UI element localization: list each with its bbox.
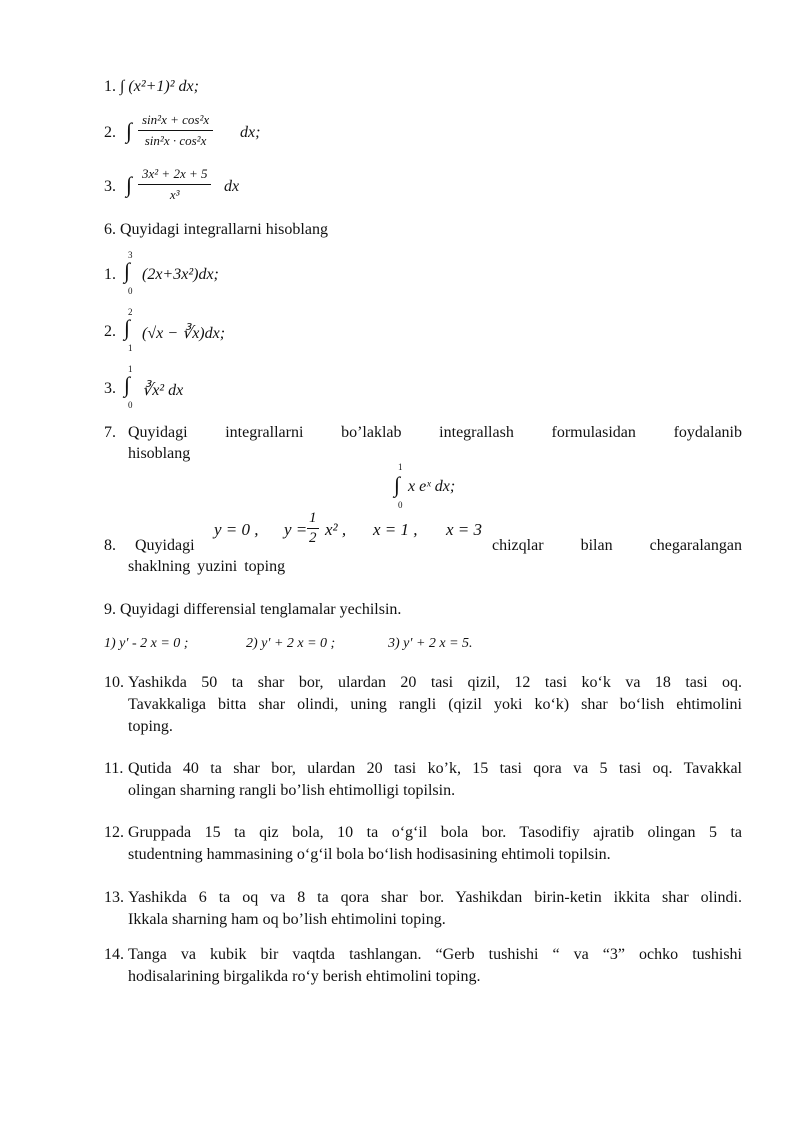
s6-item-1: [104, 250, 404, 296]
equation-x1: x = 1 ,: [373, 520, 418, 539]
fraction: [138, 112, 213, 149]
section-6-heading: 6. Quyidagi integrallarni hisoblang: [104, 221, 328, 238]
integrand: ∛x² dx: [142, 382, 184, 399]
s7-integral: [394, 462, 514, 510]
integrand: (√x − ∛x)dx;: [142, 325, 226, 342]
problem-13-line-1: Yashikda 6 ta oq va 8 ta qora shar bor. Yashikdan birin-ketin ikkita shar olindi.: [128, 889, 742, 906]
upper-limit: 1: [128, 364, 133, 374]
problem-11-line-2: olingan sharning rangli bo’lish ehtimolligi topilsin.: [128, 782, 456, 799]
fraction-denominator: 2: [309, 530, 317, 546]
integral-sign: ∫: [124, 315, 131, 340]
differential: dx: [224, 178, 240, 195]
integrand: (2x+3x²)dx;: [142, 266, 219, 283]
item-number: 12.: [104, 824, 124, 841]
differential: dx;: [240, 124, 261, 141]
de-equation-1: 1) y′ - 2 x = 0 ;: [104, 636, 189, 651]
fraction: [138, 166, 211, 203]
integral-expression: ∫ (x²+1)² dx;: [120, 78, 199, 95]
problem-12-line-2: studentning hammasining o‘g‘il bola bo‘lish hodisasining ehtimoli topilsin.: [128, 846, 611, 863]
item-number: 2.: [104, 124, 116, 141]
fraction-numerator: sin²x + cos²x: [138, 112, 213, 131]
upper-limit: 2: [128, 307, 133, 317]
section-7-line-2: hisoblang: [128, 445, 191, 462]
integral-sign: ∫: [126, 172, 133, 197]
lower-limit: 0: [398, 500, 403, 510]
lower-limit: 0: [128, 286, 133, 296]
integral-sign: ∫: [124, 258, 131, 283]
item-number: 2.: [104, 323, 116, 340]
item-number: 10.: [104, 674, 124, 691]
section-8-tail: chizqlar bilan chegaralangan: [492, 537, 742, 554]
equation-y0: y = 0 ,: [214, 520, 259, 539]
problem-11-line-1: Qutida 40 ta shar bor, ulardan 20 tasi ko’k, 15 tasi qora va 5 tasi oq. Tavakkal: [128, 760, 742, 777]
upper-limit: 1: [398, 462, 403, 472]
problem-10-line-3: toping.: [128, 718, 173, 735]
integral-sign: ∫: [394, 472, 401, 497]
problem-14-line-1: Tanga va kubik bir vaqtda tashlangan. “Gerb tushishi “ va “3” ochko tushishi: [128, 946, 742, 963]
integral-sign: ∫: [126, 118, 133, 143]
item-number: 14.: [104, 946, 124, 963]
de-equation-2: 2) y′ + 2 x = 0 ;: [246, 636, 336, 651]
upper-limit: 3: [128, 250, 133, 260]
equation-y-right: x² ,: [325, 520, 347, 539]
problem-14-line-2: hodisalarining birgalikda ro‘y berish ehtimolini toping.: [128, 968, 481, 985]
equation-y-left: y =: [284, 520, 308, 539]
item-number: 13.: [104, 889, 124, 906]
fraction-numerator: 3x² + 2x + 5: [138, 166, 211, 185]
de-equation-3: 3) y′ + 2 x = 5.: [388, 636, 473, 651]
lower-limit: 1: [128, 343, 133, 353]
problem-10-line-2: Tavakkaliga bitta shar olindi, uning rangli (qizil yoki ko‘k) shar bo‘lish ehtimolini: [128, 696, 742, 713]
fraction-denominator: x³: [169, 187, 180, 202]
item-number: 3.: [104, 380, 116, 397]
s6-item-2: [104, 307, 404, 353]
s6-item-3: [104, 364, 404, 410]
item-number: 7.: [104, 424, 116, 441]
integral-sign: ∫: [124, 372, 131, 397]
s5-item-1: [104, 78, 199, 96]
fraction-numerator: 1: [307, 510, 319, 529]
lower-limit: 0: [128, 400, 133, 410]
equation-x3: x = 3: [446, 520, 483, 539]
item-number: 8.: [104, 537, 116, 554]
section-9-heading: 9. Quyidagi differensial tenglamalar yechilsin.: [104, 601, 402, 618]
problem-12-line-1: Gruppada 15 ta qiz bola, 10 ta o‘g‘il bola bor. Tasodifiy ajratib olingan 5 ta: [128, 824, 742, 841]
item-number: 1.: [104, 78, 116, 95]
item-number: 3.: [104, 178, 116, 195]
fraction-denominator: sin²x · cos²x: [144, 133, 207, 148]
problem-13-line-2: Ikkala sharning ham oq bo’lish ehtimolini toping.: [128, 911, 446, 928]
integrand: x eˣ dx;: [408, 478, 456, 495]
item-number: 11.: [104, 760, 124, 777]
section-8-line-2: shaklning yuzini toping: [128, 558, 286, 575]
section-8-word: Quyidagi: [135, 537, 195, 554]
problem-10-line-1: Yashikda 50 ta shar bor, ulardan 20 tasi qizil, 12 tasi ko‘k va 18 tasi oq.: [128, 674, 742, 691]
equation-fraction: [307, 510, 319, 547]
section-7-line-1: Quyidagi integrallarni bo’laklab integrallash formulasidan foydalanib: [128, 424, 742, 441]
item-number: 1.: [104, 266, 116, 283]
